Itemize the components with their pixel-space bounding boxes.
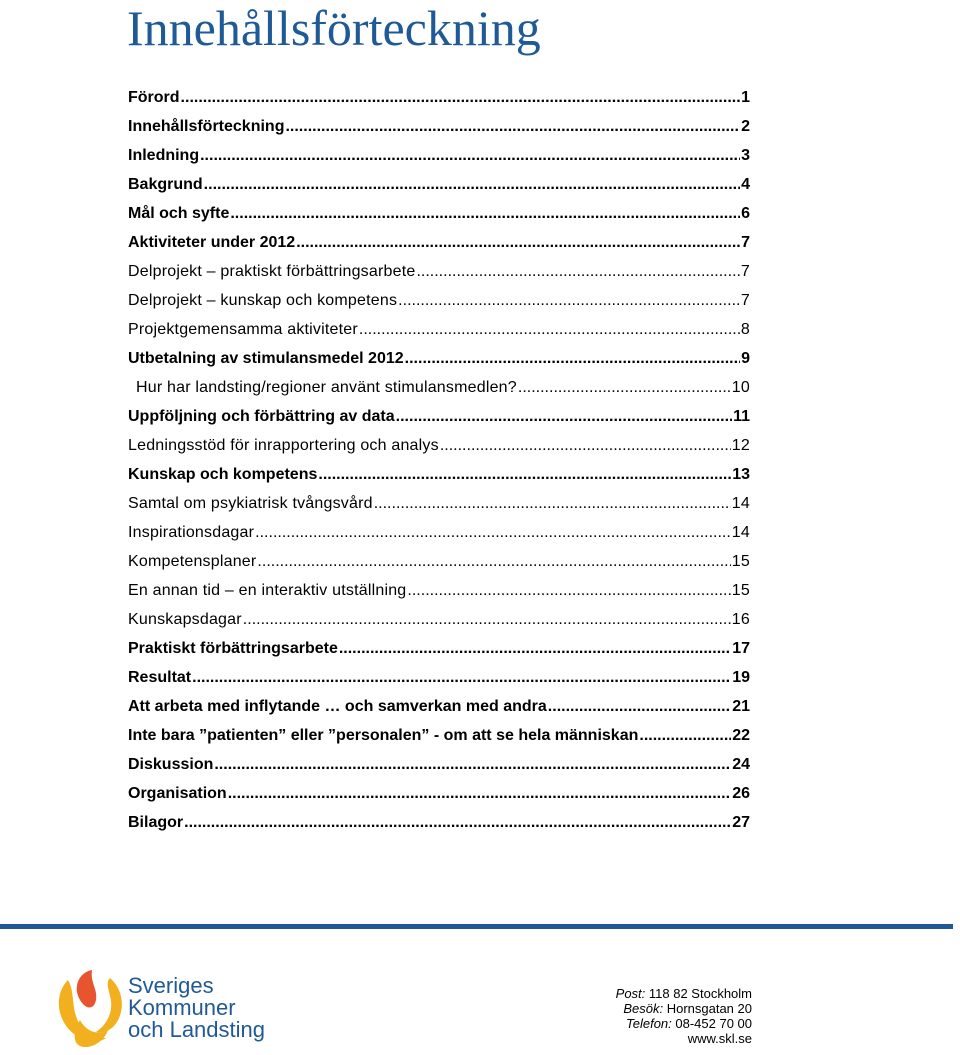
toc-entry-page: 15 <box>731 582 750 599</box>
toc-entry-page: 7 <box>740 263 750 280</box>
toc-entry-page: 4 <box>741 176 750 193</box>
contact-address <box>616 986 752 1046</box>
toc-entry-page: 16 <box>731 611 750 628</box>
toc-entry[interactable] <box>128 165 750 194</box>
toc-entry[interactable] <box>128 629 750 658</box>
toc-entry[interactable] <box>128 252 750 281</box>
toc-entry-page: 8 <box>740 321 750 338</box>
toc-leader-dots <box>440 437 731 455</box>
toc-entry-page: 7 <box>741 234 750 251</box>
toc-entry-page: 9 <box>741 350 750 367</box>
toc-entry-title: Kunskap och kompetens <box>128 466 318 483</box>
toc-entry[interactable] <box>128 194 750 223</box>
toc-entry-page: 19 <box>732 669 750 686</box>
toc-entry-page: 26 <box>732 785 750 802</box>
toc-leader-dots <box>318 466 731 484</box>
toc-leader-dots <box>518 379 731 397</box>
toc-entry-page: 27 <box>732 814 750 831</box>
address-post: Post: 118 82 Stockholm <box>615 986 752 1001</box>
toc-entry-title: Utbetalning av stimulansmedel 2012 <box>128 350 404 367</box>
toc-entry[interactable] <box>128 600 750 629</box>
toc-leader-dots <box>548 698 731 716</box>
toc-entry-title: Hur har landsting/regioner använt stimulansmedlen? <box>136 379 517 396</box>
toc-entry-title: Kompetensplaner <box>128 553 257 570</box>
toc-leader-dots <box>396 408 732 426</box>
toc-leader-dots <box>228 785 732 803</box>
toc-leader-dots <box>416 263 739 281</box>
toc-entry-title: Inledning <box>128 147 200 164</box>
toc-entry-title: Praktiskt förbättringsarbete <box>128 640 338 657</box>
toc-leader-dots <box>204 176 740 194</box>
toc-entry-title: Förord <box>128 89 180 106</box>
toc-leader-dots <box>407 582 730 600</box>
toc-entry-page: 7 <box>740 292 750 309</box>
toc-entry-title: Projektgemensamma aktiviteter <box>128 321 358 338</box>
toc-entry[interactable] <box>128 803 750 832</box>
toc-entry-page: 14 <box>731 524 750 541</box>
toc-entry-page: 2 <box>741 118 750 135</box>
logo-line: Sveriges <box>128 973 214 998</box>
toc-entry-title: Kunskapsdagar <box>128 611 242 628</box>
toc-entry[interactable] <box>128 513 750 542</box>
toc-entry-title: Uppföljning och förbättring av data <box>128 408 395 425</box>
toc-entry-title: Mål och syfte <box>128 205 230 222</box>
table-of-contents <box>128 78 750 832</box>
toc-entry-title: Aktiviteter under 2012 <box>128 234 296 251</box>
toc-entry-title: Inte bara ”patienten” eller ”personalen” - om att se hela människan <box>128 727 639 744</box>
toc-entry-title: Inspirationsdagar <box>128 524 255 541</box>
toc-entry[interactable] <box>128 745 750 774</box>
toc-leader-dots <box>200 147 740 165</box>
toc-entry-page: 21 <box>732 698 750 715</box>
toc-leader-dots <box>243 611 731 629</box>
toc-leader-dots <box>230 205 740 223</box>
toc-leader-dots <box>285 118 740 136</box>
toc-entry-page: 12 <box>731 437 750 454</box>
toc-entry[interactable] <box>128 368 750 397</box>
toc-entry-title: Ledningsstöd för inrapportering och analys <box>128 437 439 454</box>
toc-entry-page: 13 <box>732 466 750 483</box>
toc-entry-title: Samtal om psykiatrisk tvångsvård <box>128 495 373 512</box>
toc-entry-page: 14 <box>731 495 750 512</box>
toc-entry-title: Organisation <box>128 785 227 802</box>
footer-divider <box>0 924 953 929</box>
address-web[interactable]: www.skl.se <box>687 1031 752 1046</box>
toc-entry-page: 6 <box>741 205 750 222</box>
logo-line: och Landsting <box>128 1017 265 1042</box>
toc-leader-dots <box>398 292 740 310</box>
toc-leader-dots <box>192 669 731 687</box>
toc-leader-dots <box>639 727 731 745</box>
toc-entry-title: Bakgrund <box>128 176 203 193</box>
toc-leader-dots <box>296 234 740 252</box>
toc-leader-dots <box>214 756 731 774</box>
page-title: Innehållsförteckning <box>127 0 541 56</box>
toc-entry[interactable] <box>128 542 750 571</box>
toc-entry-title: Bilagor <box>128 814 184 831</box>
toc-leader-dots <box>405 350 740 368</box>
toc-entry[interactable] <box>128 426 750 455</box>
skl-logo-text <box>128 975 265 1041</box>
toc-entry[interactable] <box>128 78 750 107</box>
toc-entry-title: Att arbeta med inflytande … och samverkan med andra <box>128 698 547 715</box>
address-visit: Besök: Hornsgatan 20 <box>623 1001 752 1016</box>
toc-leader-dots <box>257 553 730 571</box>
toc-entry-page: 22 <box>732 727 750 744</box>
toc-entry[interactable] <box>128 136 750 165</box>
toc-leader-dots <box>359 321 740 339</box>
toc-leader-dots <box>339 640 731 658</box>
address-phone: Telefon: 08-452 70 00 <box>625 1016 752 1031</box>
toc-entry[interactable] <box>128 658 750 687</box>
toc-entry-title: Diskussion <box>128 756 214 773</box>
toc-leader-dots <box>181 89 741 107</box>
toc-leader-dots <box>184 814 731 832</box>
toc-entry[interactable] <box>128 484 750 513</box>
toc-entry-page: 11 <box>733 408 750 425</box>
toc-entry-page: 1 <box>741 89 750 106</box>
toc-entry-title: Delprojekt – praktiskt förbättringsarbete <box>128 263 416 280</box>
toc-entry-title: Resultat <box>128 669 192 686</box>
toc-entry[interactable] <box>128 774 750 803</box>
toc-leader-dots <box>255 524 731 542</box>
toc-entry-title: En annan tid – en interaktiv utställning <box>128 582 407 599</box>
skl-logo-icon <box>50 960 130 1052</box>
toc-entry-page: 15 <box>731 553 750 570</box>
toc-entry[interactable] <box>128 716 750 745</box>
toc-entry[interactable] <box>128 455 750 484</box>
toc-entry[interactable] <box>128 107 750 136</box>
toc-entry[interactable] <box>128 339 750 368</box>
toc-entry[interactable] <box>128 397 750 426</box>
toc-entry-page: 24 <box>732 756 750 773</box>
toc-entry[interactable] <box>128 223 750 252</box>
toc-entry[interactable] <box>128 310 750 339</box>
toc-entry[interactable] <box>128 687 750 716</box>
toc-entry[interactable] <box>128 281 750 310</box>
toc-entry-page: 3 <box>741 147 750 164</box>
toc-leader-dots <box>374 495 731 513</box>
logo-line: Kommuner <box>128 995 236 1020</box>
toc-entry-title: Delprojekt – kunskap och kompetens <box>128 292 398 309</box>
toc-entry-page: 10 <box>731 379 750 396</box>
toc-entry-page: 17 <box>732 640 750 657</box>
toc-entry-title: Innehållsförteckning <box>128 118 285 135</box>
toc-entry[interactable] <box>128 571 750 600</box>
